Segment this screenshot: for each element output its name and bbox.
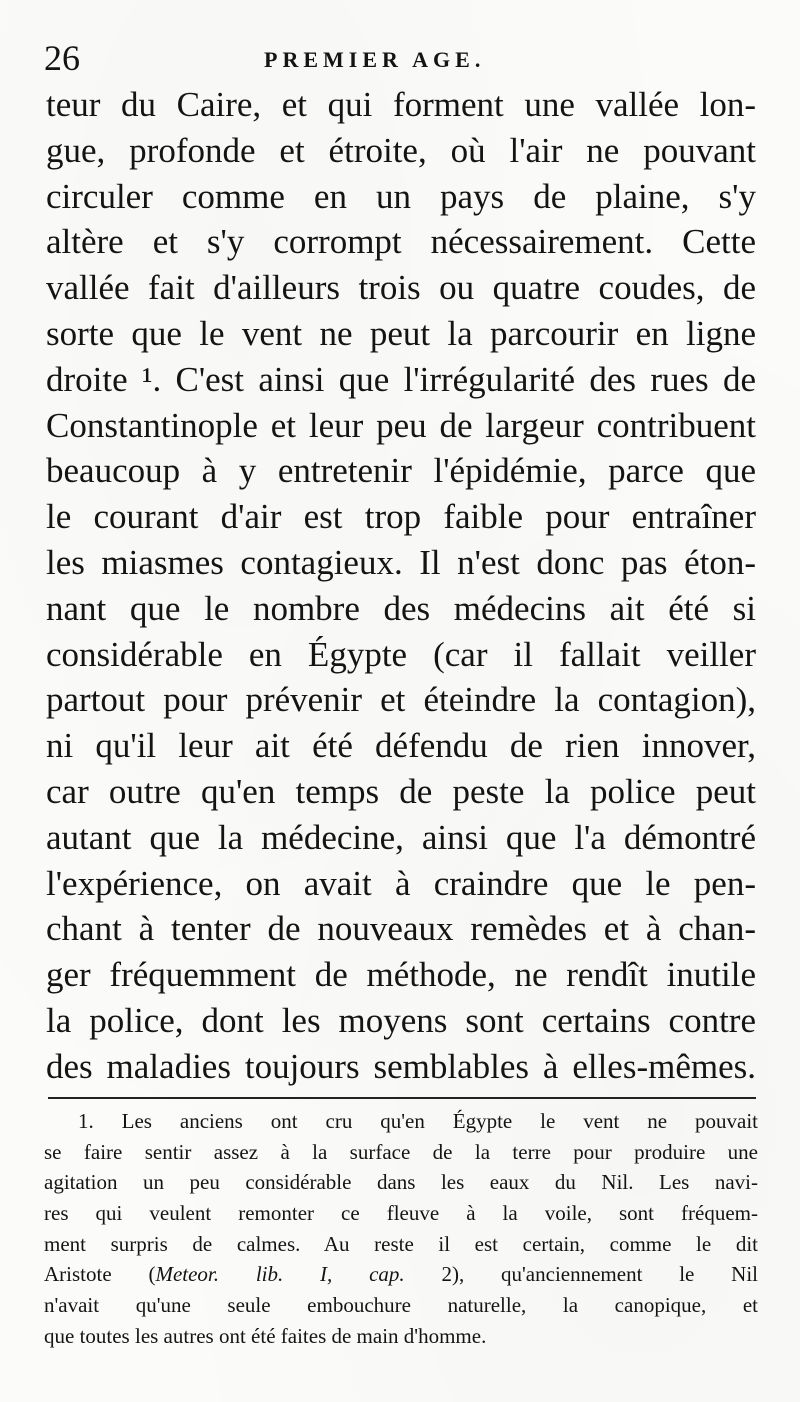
text-line: les miasmes contagieux. Il n'est donc pas éton- (46, 542, 756, 582)
footnote-rule (48, 1097, 756, 1099)
text-line: nant que le nombre des médecins ait été si (46, 588, 756, 628)
text-line: l'expérience, on avait à craindre que le pen- (46, 863, 756, 903)
text-line: vallée fait d'ailleurs trois ou quatre coudes, de (46, 268, 756, 308)
running-title: PREMIER AGE. (264, 47, 486, 72)
text-line: autant que la médecine, ainsi que l'a démontré (46, 817, 756, 857)
text-line: teur du Caire, et qui forment une vallée lon- (46, 85, 756, 124)
text-line: partout pour prévenir et éteindre la contagion), (46, 680, 756, 720)
running-head (44, 36, 756, 86)
text-line: Constantinople et leur peu de largeur contribuent (46, 405, 756, 445)
text-line: des maladies toujours semblables à elles-mêmes. (46, 1046, 756, 1086)
page-number: 26 (44, 38, 80, 78)
main-text (46, 82, 756, 1090)
text-line: sorte que le vent ne peut la parcourir en ligne (46, 313, 756, 353)
text-line: altère et s'y corrompt nécessairement. Cette (46, 222, 756, 262)
text-line: ni qu'il leur ait été défendu de rien innover, (46, 726, 756, 766)
text-line: beaucoup à y entretenir l'épidémie, parce que (46, 451, 756, 491)
text-line: droite ¹. C'est ainsi que l'irrégularité des rues de (46, 359, 756, 399)
text-line: gue, profonde et étroite, où l'air ne pouvant (46, 130, 756, 170)
footnote-line: 1. Les anciens ont cru qu'en Égypte le vent ne pouvait (78, 1109, 758, 1133)
text-line: chant à tenter de nouveaux remèdes et à chan- (46, 909, 756, 949)
text-line: circuler comme en un pays de plaine, s'y (46, 176, 756, 216)
text-line: considérable en Égypte (car il fallait veiller (46, 634, 756, 674)
footnote-text: 2), qu'anciennement le Nil (404, 1262, 759, 1287)
footnote-line: que toutes les autres ont été faites de main d'homme. (44, 1323, 487, 1348)
footnote-line: agitation un peu considérable dans les eaux du Nil. Les navi- (44, 1170, 758, 1195)
footnote (44, 1106, 758, 1352)
footnote-line-citation (44, 1259, 758, 1290)
footnote-text: Aristote ( (44, 1262, 156, 1287)
footnote-line: res qui veulent remonter ce fleuve à la voile, sont fréquem- (44, 1201, 758, 1226)
text-line: ger fréquemment de méthode, ne rendît inutile (46, 955, 756, 995)
footnote-line: se faire sentir assez à la surface de la terre pour produire une (44, 1139, 758, 1164)
footnote-line: ment surpris de calmes. Au reste il est certain, comme le dit (44, 1231, 758, 1256)
text-line: la police, dont les moyens sont certains contre (46, 1000, 756, 1040)
text-line: le courant d'air est trop faible pour entraîner (46, 497, 756, 537)
citation-italic: Meteor. lib. I, cap. (155, 1262, 405, 1287)
text-line: car outre qu'en temps de peste la police peut (46, 771, 756, 811)
footnote-line: n'avait qu'une seule embouchure naturelle, la canopique, et (44, 1293, 758, 1318)
